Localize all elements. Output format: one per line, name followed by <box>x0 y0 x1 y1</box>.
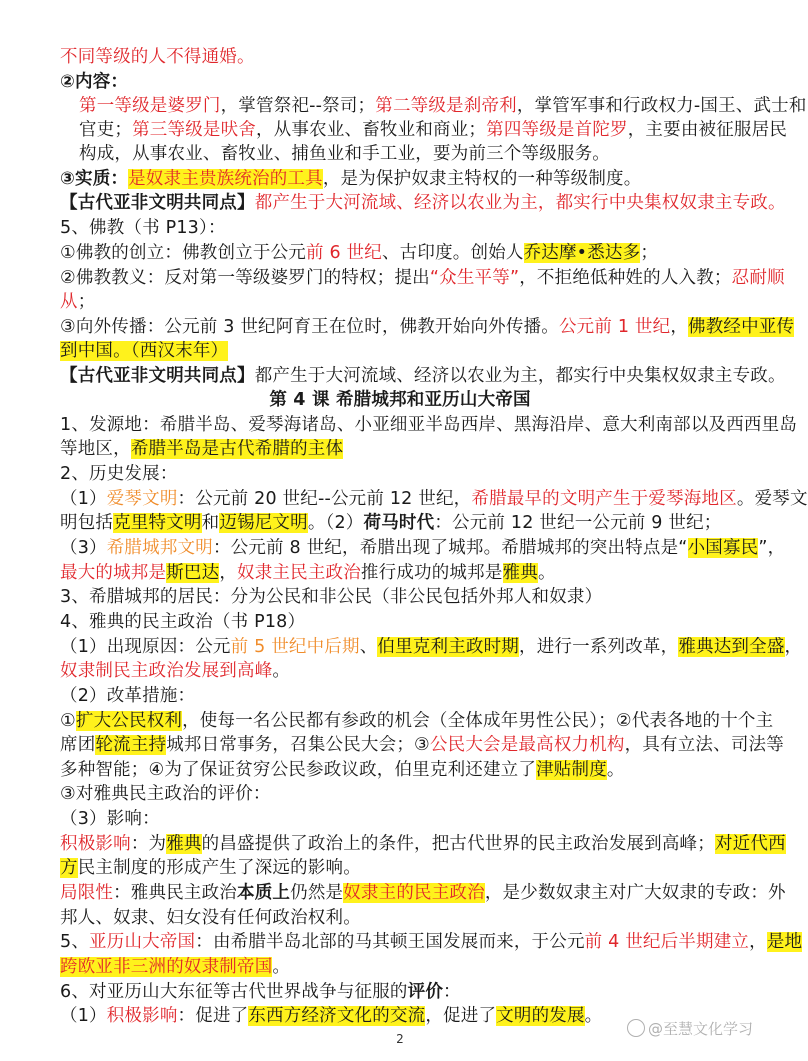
text-line <box>60 487 808 512</box>
text-run: ④为了保证贫穷公民参政议政，伯里克利还建立了 <box>148 760 537 780</box>
text-line <box>60 315 795 340</box>
text-run: ， <box>784 637 803 657</box>
text-line <box>60 659 760 684</box>
text-run: 小国寡民 <box>687 538 759 558</box>
text-run: ②代表各地的十个主 <box>615 711 774 731</box>
text-run: 伯里克利主政时期 <box>377 637 520 657</box>
text-run: ， <box>670 317 689 337</box>
text-run: ，主要由被征服居民 <box>627 120 788 140</box>
text-run: 明包括 <box>60 513 114 533</box>
text-run: 文明的发展 <box>496 1006 585 1026</box>
text-run: ，使每一名公民都有参政的机会（全体成年男性公民）； <box>182 711 616 731</box>
text-run: 方 <box>60 858 78 878</box>
text-run: 希腊半岛是古代希腊的主体 <box>130 439 344 459</box>
text-run: 第一等级是婆罗门 <box>79 96 221 116</box>
text-run: ①佛教的创立：佛教创立于公元 <box>60 243 306 263</box>
text-run: 第四等级是首陀罗 <box>486 120 628 140</box>
text-line <box>60 758 760 783</box>
text-run: 最大的城邦是 <box>60 563 167 583</box>
text-run: 前 5 世纪中后期 <box>230 637 360 657</box>
text-line <box>60 290 760 315</box>
text-run: 亚历山大帝国 <box>89 932 196 952</box>
text-run: ③实质： <box>60 169 129 189</box>
text-run: 公民大会是最高权力机构 <box>429 735 625 755</box>
text-line <box>60 70 760 95</box>
text-run: 雅典达到全盛 <box>678 637 785 657</box>
text-run: ，掌管祭祀--祭司； <box>220 96 376 116</box>
text-run: 邦人、奴隶、妇女没有任何政治权利。 <box>60 908 361 928</box>
text-run: 忍耐顺 <box>731 268 785 288</box>
text-run: （1） <box>60 1006 107 1026</box>
text-run: ：公元前 8 世纪，希腊出现了城邦。希腊城邦的突出特点是“ <box>212 538 688 558</box>
text-run: ③向外传播：公元前 3 世纪阿育王在位时，佛教开始向外传播。 <box>60 317 559 337</box>
text-line <box>60 266 785 291</box>
text-run: 。（2） <box>307 513 364 533</box>
text-run: 对近代西 <box>714 834 786 854</box>
text-run: （1）出现原因：公元 <box>60 637 231 657</box>
text-run: 。爱琴文 <box>736 489 808 509</box>
text-run: 希腊最早的文明产生于爱琴海地区 <box>471 489 737 509</box>
text-run: 3、希腊城邦的居民：分为公民和非公民（非公民包括外邦人和奴隶） <box>60 587 603 607</box>
text-run: 第三等级是吠舍 <box>132 120 257 140</box>
text-line <box>60 856 760 881</box>
text-run: ，不拒绝低种姓的人入教； <box>519 268 732 288</box>
text-run: 爱琴文明 <box>106 489 178 509</box>
text-run: 荷马时代 <box>363 513 435 533</box>
text-run: 是奴隶主贵族统治的工具 <box>128 169 323 189</box>
text-run: （1） <box>60 489 107 509</box>
text-run: 、 <box>359 637 378 657</box>
text-run: 6、对亚历山大东征等古代世界战争与征服的 <box>60 982 408 1002</box>
text-line <box>60 511 760 536</box>
text-run: 迈锡尼文明 <box>219 513 308 533</box>
text-run: 不同等级的人不得通婚。 <box>60 47 255 67</box>
text-line <box>60 807 760 832</box>
text-run: 是地 <box>766 932 803 952</box>
text-line <box>60 413 798 438</box>
text-run: 佛教经中亚传 <box>688 317 795 337</box>
text-run: ：促进了 <box>177 1006 249 1026</box>
text-run: ②内容： <box>60 72 129 92</box>
text-run: 到中国。（西汉末年） <box>60 341 229 361</box>
text-line <box>60 339 760 364</box>
text-run: 都产生于大河流域、经济以农业为主，都实行中央集权奴隶主专政。 <box>254 366 786 386</box>
text-line <box>60 241 760 266</box>
text-line <box>60 980 760 1005</box>
text-line <box>60 610 760 635</box>
text-line <box>79 118 788 143</box>
text-run: 席团 <box>60 735 96 755</box>
text-run: 局限性 <box>60 883 114 903</box>
text-run: 4、雅典的民主政治（书 P18） <box>60 612 306 632</box>
text-run: 奴隶主的民主政治 <box>343 883 485 903</box>
text-run: ③ <box>414 735 430 755</box>
text-run: ③对雅典民主政治的评价： <box>60 784 271 804</box>
text-run: ：为 <box>130 834 167 854</box>
text-run: 公元前 1 世纪 <box>558 317 671 337</box>
text-run: 5、佛教（书 P13）： <box>60 218 226 238</box>
text-run: 第二等级是刹帝利 <box>375 96 517 116</box>
text-run: ① <box>60 711 76 731</box>
text-run: ， <box>219 563 238 583</box>
text-run: ，掌管军事和行政权力-国王、武士和 <box>516 96 807 116</box>
text-line <box>79 142 779 167</box>
text-run: 东西方经济文化的交流 <box>248 1006 426 1026</box>
text-run: 希腊城邦文明 <box>106 538 213 558</box>
text-line <box>60 536 786 561</box>
text-run: （3）影响： <box>60 809 160 829</box>
text-line <box>0 388 800 413</box>
watermark: @至慧文化学习 <box>627 1018 753 1039</box>
text-run: 第 4 课 希腊城邦和亚历山大帝国 <box>269 390 531 410</box>
text-run: 。 <box>272 957 291 977</box>
text-line <box>60 437 760 462</box>
text-run: 评价 <box>407 982 444 1002</box>
text-run: 乔达摩•悉达多 <box>523 243 641 263</box>
text-line <box>60 585 760 610</box>
text-line <box>60 561 760 586</box>
text-run: 前 6 世纪 <box>306 243 382 263</box>
text-line <box>60 930 803 955</box>
text-run: 官吏； <box>79 120 133 140</box>
text-run: 跨欧亚非三洲的奴隶制帝国 <box>60 957 273 977</box>
text-run: 1、发源地：希腊半岛、爱琴海诸岛、小亚细亚半岛西岸、黑海沿岸、意大利南部以及西西里岛 <box>60 415 798 435</box>
text-run: 推行成功的城邦是 <box>360 563 503 583</box>
text-run: ”， <box>758 538 786 558</box>
text-run: ：公元前 20 世纪--公元前 12 世纪， <box>177 489 472 509</box>
text-line <box>60 832 786 857</box>
text-run: （3） <box>60 538 107 558</box>
text-run: 。 <box>584 1006 603 1026</box>
text-run: 本质上 <box>237 883 291 903</box>
text-run: 津贴制度 <box>536 760 607 780</box>
text-run: 2、历史发展： <box>60 464 178 484</box>
text-run: ：雅典民主政治 <box>113 883 238 903</box>
text-run: ：由希腊半岛北部的马其顿王国发展而来，于公元 <box>195 932 585 952</box>
text-run: 、古印度。创始人 <box>381 243 524 263</box>
text-run: 斯巴达 <box>166 563 220 583</box>
text-line <box>60 191 786 216</box>
text-run: 奴隶主民主政治 <box>237 563 361 583</box>
text-run: 扩大公民权利 <box>75 711 183 731</box>
text-run: 【古代亚非文明共同点】 <box>60 366 255 386</box>
text-line <box>60 782 760 807</box>
text-run: 城邦日常事务，召集公民大会； <box>166 735 415 755</box>
text-line <box>60 364 786 389</box>
text-run: ： <box>443 982 461 1002</box>
text-run: ， <box>749 932 767 952</box>
text-line <box>60 906 760 931</box>
text-run: 雅典 <box>166 834 202 854</box>
text-line <box>60 709 774 734</box>
text-run: “众生平等” <box>429 268 520 288</box>
text-run: 仍然是 <box>290 883 344 903</box>
page-number: 2 <box>396 1032 404 1046</box>
text-run: 。 <box>272 661 291 681</box>
text-run: ，是少数奴隶主对广大奴隶的专政：外 <box>484 883 786 903</box>
text-run: 。 <box>537 563 556 583</box>
text-run: 的昌盛提供了政治上的条件，把古代世界的民主政治发展到高峰； <box>201 834 715 854</box>
text-run: 积极影响 <box>106 1006 178 1026</box>
text-run: ：公元前 12 世纪一公元前 9 世纪； <box>434 513 722 533</box>
text-run: 等地区， <box>60 439 131 459</box>
text-run: 5、 <box>60 932 90 952</box>
text-run: ，进行一系列改革， <box>519 637 679 657</box>
text-run: 和 <box>201 513 220 533</box>
text-run: 轮流主持 <box>95 735 167 755</box>
text-run: 从 <box>60 292 78 312</box>
text-line <box>60 45 760 70</box>
text-line <box>60 684 760 709</box>
text-line <box>79 94 807 119</box>
text-run: ②佛教教义：反对第一等级婆罗门的特权；提出 <box>60 268 430 288</box>
text-run: 克里特文明 <box>113 513 202 533</box>
text-run: ，从事农业、畜牧业和商业； <box>256 120 487 140</box>
text-run: ； <box>640 243 659 263</box>
text-line <box>60 733 784 758</box>
text-run: 民主制度的形成产生了深远的影响。 <box>77 858 361 878</box>
text-run: 构成，从事农业、畜牧业、捕鱼业和手工业，要为前三个等级服务。 <box>79 144 610 164</box>
text-run: 前 4 世纪后半期建立 <box>584 932 750 952</box>
text-run: 【古代亚非文明共同点】 <box>60 193 255 213</box>
text-run: 。 <box>606 760 625 780</box>
text-run: ，促进了 <box>425 1006 497 1026</box>
text-run: ； <box>77 292 96 312</box>
text-line <box>60 635 803 660</box>
text-run: ，具有立法、司法等 <box>624 735 784 755</box>
text-run: 多种智能； <box>60 760 149 780</box>
text-run: 雅典 <box>502 563 538 583</box>
text-run: 都产生于大河流域、经济以农业为主，都实行中央集权奴隶主专政。 <box>254 193 786 213</box>
text-line <box>60 955 760 980</box>
text-run: 奴隶制民主政治发展到高峰 <box>60 661 273 681</box>
text-line <box>60 462 760 487</box>
text-line <box>60 881 786 906</box>
text-run: （2）改革措施： <box>60 686 196 706</box>
text-line <box>60 216 760 241</box>
text-run: ，是为保护奴隶主特权的一种等级制度。 <box>322 169 642 189</box>
text-line <box>60 167 760 192</box>
text-run: 积极影响 <box>60 834 131 854</box>
